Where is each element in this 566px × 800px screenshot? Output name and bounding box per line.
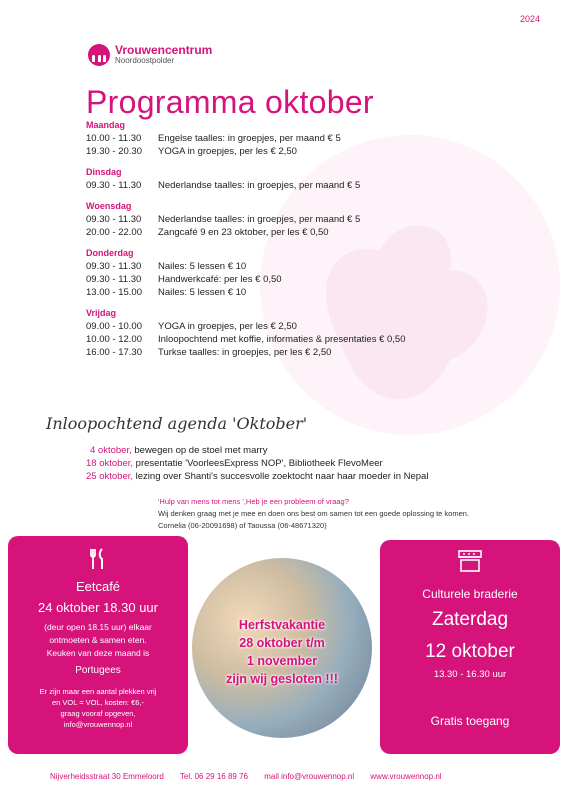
eetcafe-date: 24 oktober 18.30 uur — [38, 600, 158, 615]
logo-name: Vrouwencentrum — [115, 43, 213, 57]
schedule-activity: Inloopochtend met koffie, informaties & presentaties € 0,50 — [158, 334, 406, 345]
schedule-time: 09.30 - 11.30 — [86, 180, 142, 191]
braderie-card — [380, 540, 560, 754]
agenda-item: 18 oktober, presentatie 'VoorleesExpress NOP', Bibliotheek FlevoMeer — [86, 458, 383, 469]
schedule-row — [86, 132, 516, 145]
schedule-activity: Nailes: 5 lessen € 10 — [158, 287, 247, 298]
vakantie-line: zijn wij gesloten !!! — [226, 672, 338, 686]
schedule-row — [86, 179, 516, 192]
day-heading: Donderdag — [86, 248, 134, 258]
agenda-title: Inloopochtend agenda 'Oktober' — [46, 414, 308, 433]
market-stall-icon — [456, 548, 484, 574]
agenda-item: 25 oktober, lezing over Shanti's succesvolle zoektocht naar haar moeder in Nepal — [86, 471, 429, 482]
year-label: 2024 — [519, 14, 540, 24]
schedule-time: 19.30 - 20.30 — [86, 146, 142, 157]
help-line: Wij denken graag met je mee en doen ons best om samen tot een goede oplossing te komen. — [158, 509, 470, 518]
schedule-activity: Zangcafé 9 en 23 oktober, per les € 0,50 — [158, 227, 329, 238]
day-heading: Maandag — [86, 120, 126, 130]
schedule-row — [86, 260, 516, 273]
schedule-row — [86, 286, 516, 299]
schedule-activity: Nederlandse taalles: in groepjes, per maand € 5 — [158, 180, 361, 191]
herfstvakantie-photo — [192, 558, 372, 738]
eetcafe-email: info@vrouwennop.nl — [63, 720, 133, 729]
day-heading: Vrijdag — [86, 308, 117, 318]
schedule-activity: YOGA in groepjes, per les € 2,50 — [158, 321, 297, 332]
eetcafe-desc: (deur open 18.15 uur) elkaar — [44, 622, 152, 632]
eetcafe-title: Eetcafé — [75, 579, 121, 594]
eetcafe-desc: Keuken van deze maand is — [46, 648, 150, 658]
schedule-time: 09.30 - 11.30 — [86, 274, 142, 285]
braderie-title: Culturele braderie — [422, 587, 518, 601]
schedule-activity: Nederlandse taalles: in groepjes, per maand € 5 — [158, 214, 361, 225]
eetcafe-note: Er zijn maar een aantal plekken vrij — [39, 687, 157, 696]
footer-phone: Tel. 06 29 16 89 76 — [179, 772, 248, 781]
schedule-time: 09.30 - 11.30 — [86, 261, 142, 272]
help-question: 'Hulp van mens tot mens ',Heb je een probleem of vraag? — [158, 497, 349, 506]
help-contacts: Cornelia (06-20091698) of Taoussa (06-48671320) — [158, 521, 327, 530]
schedule-row — [86, 226, 516, 239]
agenda-list — [86, 444, 428, 483]
footer-address: Nijverheidsstraat 30 Emmeloord — [50, 772, 164, 781]
schedule-time: 20.00 - 22.00 — [86, 227, 142, 238]
schedule-activity: Engelse taalles: in groepjes, per maand € 5 — [158, 133, 341, 144]
schedule-row — [86, 145, 516, 158]
schedule-activity: YOGA in groepjes, per les € 2,50 — [158, 146, 297, 157]
weekly-schedule — [86, 120, 516, 359]
braderie-date: 12 oktober — [425, 641, 515, 662]
footer-website[interactable]: www.vrouwennop.nl — [370, 772, 442, 781]
eetcafe-cuisine: Portugees — [75, 665, 121, 676]
agenda-item: 4 oktober, bewegen op de stoel met marry — [90, 445, 268, 456]
help-note — [158, 496, 469, 532]
schedule-time: 16.00 - 17.30 — [86, 347, 142, 358]
footer-mail[interactable]: mail info@vrouwennop.nl — [264, 772, 355, 781]
schedule-time: 09.00 - 10.00 — [86, 321, 142, 332]
eetcafe-note: graag vooraf opgeven, — [60, 709, 136, 718]
schedule-time: 10.00 - 11.30 — [86, 133, 142, 144]
schedule-activity: Handwerkcafé: per les € 0,50 — [158, 274, 282, 285]
schedule-time: 13.00 - 15.00 — [86, 287, 142, 298]
braderie-day: Zaterdag — [431, 609, 509, 630]
schedule-row — [86, 346, 516, 359]
schedule-time: 09.30 - 11.30 — [86, 214, 142, 225]
vakantie-line: 1 november — [246, 654, 318, 668]
logo-sub: Noordoostpolder — [115, 56, 175, 65]
page-title: Programma oktober — [86, 84, 374, 120]
logo-icon — [88, 44, 110, 66]
braderie-entry: Gratis toegang — [430, 714, 510, 728]
schedule-row — [86, 273, 516, 286]
cutlery-icon — [85, 546, 111, 572]
schedule-row — [86, 320, 516, 333]
schedule-row — [86, 333, 516, 346]
logo — [88, 44, 212, 66]
eetcafe-desc: ontmoeten & samen eten. — [49, 635, 147, 645]
eetcafe-note: en VOL = VOL, kosten: €6,- — [51, 698, 145, 707]
braderie-time: 13.30 - 16.30 uur — [433, 669, 507, 680]
vakantie-line: 28 oktober t/m — [239, 636, 325, 650]
schedule-activity: Turkse taalles: in groepjes, per les € 2,50 — [158, 347, 332, 358]
schedule-time: 10.00 - 12.00 — [86, 334, 142, 345]
footer — [50, 772, 456, 781]
eetcafe-card — [8, 536, 188, 754]
vakantie-line: Herfstvakantie — [238, 618, 326, 632]
schedule-activity: Nailes: 5 lessen € 10 — [158, 261, 247, 272]
day-heading: Woensdag — [86, 201, 132, 211]
schedule-row — [86, 213, 516, 226]
day-heading: Dinsdag — [86, 167, 122, 177]
